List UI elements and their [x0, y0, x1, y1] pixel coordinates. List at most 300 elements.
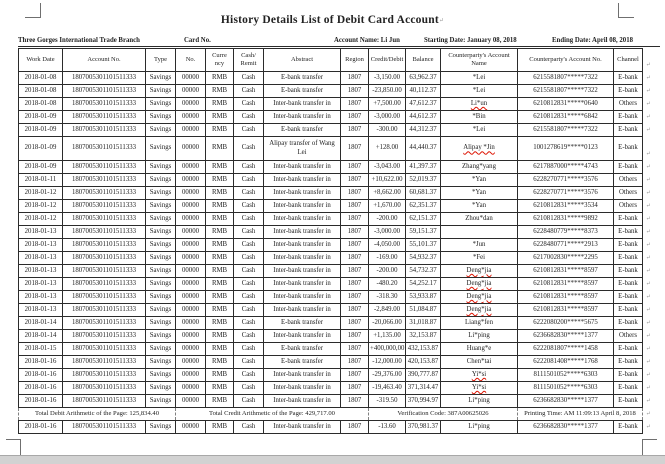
- cell-channel: E-bank: [614, 265, 643, 278]
- cell-cash-remit: Cash: [234, 330, 264, 343]
- cell-account-no: 1807005301101511333: [63, 369, 146, 382]
- cell-credit-debit: +8,662.00: [369, 187, 406, 200]
- cell-abstract: Inter-bank transfer in: [264, 304, 341, 317]
- cell-no: 00000: [176, 382, 206, 395]
- cell-type: Savings: [146, 421, 176, 434]
- cell-work-date: 2018-01-08: [19, 98, 63, 111]
- cell-cp-account-name: *Lei: [441, 85, 518, 98]
- cell-no: 00000: [176, 161, 206, 174]
- cell-account-no: 1807005301101511333: [63, 330, 146, 343]
- cell-abstract: Inter-bank transfer in: [264, 291, 341, 304]
- cell-account-no: 1807005301101511333: [63, 317, 146, 330]
- cell-work-date: 2018-01-14: [19, 330, 63, 343]
- cell-cp-account-name: *Bin: [441, 111, 518, 124]
- cell-region: 1807: [341, 330, 369, 343]
- cell-region: 1807: [341, 278, 369, 291]
- cell-work-date: 2018-01-15: [19, 343, 63, 356]
- cell-no: 00000: [176, 200, 206, 213]
- cell-balance: 370,994.97: [406, 395, 441, 408]
- cell-work-date: 2018-01-08: [19, 72, 63, 85]
- cell-cash-remit: Cash: [234, 200, 264, 213]
- cell-region: 1807: [341, 369, 369, 382]
- cell-cp-account-no: 6210812831*****8597: [518, 291, 614, 304]
- cell-work-date: 2018-01-12: [19, 187, 63, 200]
- cell-credit-debit: -169.00: [369, 252, 406, 265]
- row-end-mark: ↵: [646, 398, 651, 404]
- cell-work-date: 2018-01-16: [19, 369, 63, 382]
- cell-abstract: Inter-bank transfer in: [264, 174, 341, 187]
- cell-work-date: 2018-01-12: [19, 200, 63, 213]
- cell-type: Savings: [146, 72, 176, 85]
- header-row: [19, 49, 643, 72]
- table-row: [19, 395, 643, 408]
- cell-cash-remit: Cash: [234, 291, 264, 304]
- cell-cp-account-name: *Jun: [441, 239, 518, 252]
- cell-abstract: E-bank transfer: [264, 317, 341, 330]
- cell-account-no: 1807005301101511333: [63, 187, 146, 200]
- table-row: [19, 213, 643, 226]
- cell-balance: 420,153.87: [406, 356, 441, 369]
- cell-account-no: 1807005301101511333: [63, 252, 146, 265]
- row-end-mark: ↵: [646, 216, 651, 222]
- cell-abstract: Inter-bank transfer in: [264, 330, 341, 343]
- cell-cp-account-no: 6210812831*****8597: [518, 265, 614, 278]
- cell-cp-account-name: [441, 226, 518, 239]
- crop-mark-bottom-left-h: [6, 439, 21, 440]
- cell-work-date: 2018-01-13: [19, 265, 63, 278]
- cell-balance: 44,312.37: [406, 124, 441, 137]
- row-end-mark: ↵: [646, 385, 651, 391]
- cell-type: Savings: [146, 265, 176, 278]
- cell-work-date: 2018-01-09: [19, 111, 63, 124]
- cell-cp-account-no: 6222081807*****1458: [518, 343, 614, 356]
- cell-balance: 32,153.87: [406, 330, 441, 343]
- cell-currency: RMB: [206, 265, 234, 278]
- cell-region: 1807: [341, 265, 369, 278]
- table-row: [19, 369, 643, 382]
- col-header-type: Type: [146, 49, 176, 72]
- cell-abstract: Inter-bank transfer in: [264, 395, 341, 408]
- cell-currency: RMB: [206, 213, 234, 226]
- cell-work-date: 2018-01-09: [19, 137, 63, 161]
- cell-type: Savings: [146, 369, 176, 382]
- cell-credit-debit: -480.20: [369, 278, 406, 291]
- cell-balance: 44,612.37: [406, 111, 441, 124]
- cell-cp-account-no: 6215581807*****7322: [518, 72, 614, 85]
- cell-balance: 63,962.37: [406, 72, 441, 85]
- cell-cp-account-no: 6210812831*****9892: [518, 213, 614, 226]
- col-header-cp-account-name: Counterparty's Account Name: [441, 49, 518, 72]
- cell-account-no: 1807005301101511333: [63, 239, 146, 252]
- cell-credit-debit: -2,849.00: [369, 304, 406, 317]
- cell-channel: Others: [614, 174, 643, 187]
- table-row: [19, 98, 643, 111]
- table-row: [19, 137, 643, 161]
- row-end-mark: ↵: [646, 411, 651, 417]
- cell-balance: 51,084.87: [406, 304, 441, 317]
- cell-cp-account-name: Li*ping: [441, 421, 518, 434]
- cell-region: 1807: [341, 137, 369, 161]
- cell-region: 1807: [341, 111, 369, 124]
- cell-cp-account-name: Deng*jia: [441, 291, 518, 304]
- cell-account-no: 1807005301101511333: [63, 200, 146, 213]
- cell-currency: RMB: [206, 369, 234, 382]
- cell-region: 1807: [341, 239, 369, 252]
- cell-work-date: 2018-01-16: [19, 356, 63, 369]
- cell-region: 1807: [341, 252, 369, 265]
- cell-cp-account-name: Alipay *Jin: [441, 137, 518, 161]
- cell-work-date: 2018-01-16: [19, 421, 63, 434]
- cell-region: 1807: [341, 187, 369, 200]
- cell-cp-account-name: Yi*si: [441, 369, 518, 382]
- cell-account-no: 1807005301101511333: [63, 421, 146, 434]
- totals-row: [19, 408, 643, 421]
- cell-cp-account-no: 6210812831*****3534: [518, 200, 614, 213]
- cell-abstract: Inter-bank transfer in: [264, 226, 341, 239]
- cell-no: 00000: [176, 265, 206, 278]
- cell-channel: Others: [614, 200, 643, 213]
- cell-channel: Others: [614, 98, 643, 111]
- row-end-mark: ↵: [646, 268, 651, 274]
- cell-abstract: E-bank transfer: [264, 343, 341, 356]
- cell-region: 1807: [341, 343, 369, 356]
- table-row: [19, 356, 643, 369]
- cell-balance: 62,351.37: [406, 200, 441, 213]
- cell-balance: 390,777.87: [406, 369, 441, 382]
- cell-type: Savings: [146, 111, 176, 124]
- cell-region: 1807: [341, 382, 369, 395]
- col-header-channel: Channel: [614, 49, 643, 72]
- cell-no: 00000: [176, 124, 206, 137]
- cell-channel: E-bank: [614, 343, 643, 356]
- row-end-mark: ↵: [646, 88, 651, 94]
- cell-work-date: 2018-01-16: [19, 395, 63, 408]
- cell-type: Savings: [146, 382, 176, 395]
- row-end-mark: ↵: [646, 75, 651, 81]
- cell-work-date: 2018-01-13: [19, 239, 63, 252]
- cell-credit-debit: -4,050.00: [369, 239, 406, 252]
- cell-balance: 44,440.37: [406, 137, 441, 161]
- cell-balance: 54,932.37: [406, 252, 441, 265]
- cell-cash-remit: Cash: [234, 98, 264, 111]
- cell-currency: RMB: [206, 304, 234, 317]
- cell-balance: 52,019.37: [406, 174, 441, 187]
- cell-cp-account-no: 1001278619*****0123: [518, 137, 614, 161]
- cell-cash-remit: Cash: [234, 356, 264, 369]
- cell-currency: RMB: [206, 161, 234, 174]
- cell-credit-debit: -300.00: [369, 124, 406, 137]
- cell-cash-remit: Cash: [234, 317, 264, 330]
- cell-cash-remit: Cash: [234, 304, 264, 317]
- cell-credit-debit: -23,850.00: [369, 85, 406, 98]
- cell-account-no: 1807005301101511333: [63, 72, 146, 85]
- cell-region: 1807: [341, 98, 369, 111]
- cell-region: 1807: [341, 85, 369, 98]
- history-table: [18, 48, 643, 434]
- cell-credit-debit: +1,135.00: [369, 330, 406, 343]
- cell-credit-debit: -3,000.00: [369, 111, 406, 124]
- branch-name: Three Gorges International Trade Branch: [18, 37, 140, 44]
- cell-currency: RMB: [206, 317, 234, 330]
- row-end-mark: ↵: [646, 281, 651, 287]
- cell-account-no: 1807005301101511333: [63, 291, 146, 304]
- cell-credit-debit: -3,043.00: [369, 161, 406, 174]
- cell-balance: 31,018.87: [406, 317, 441, 330]
- cell-cp-account-no: 6228480779*****8373: [518, 226, 614, 239]
- cell-cp-account-no: 6222081408*****1768: [518, 356, 614, 369]
- cell-region: 1807: [341, 395, 369, 408]
- cell-region: 1807: [341, 174, 369, 187]
- cell-credit-debit: -19,463.40: [369, 382, 406, 395]
- cell-abstract: Inter-bank transfer in: [264, 421, 341, 434]
- cell-no: 00000: [176, 291, 206, 304]
- cell-credit-debit: -13.60: [369, 421, 406, 434]
- cell-currency: RMB: [206, 291, 234, 304]
- cell-currency: RMB: [206, 421, 234, 434]
- cell-work-date: 2018-01-13: [19, 252, 63, 265]
- cell-type: Savings: [146, 213, 176, 226]
- cell-work-date: 2018-01-13: [19, 291, 63, 304]
- table-row: [19, 226, 643, 239]
- cell-currency: RMB: [206, 382, 234, 395]
- cell-currency: RMB: [206, 72, 234, 85]
- cell-cp-account-name: Zhou*dan: [441, 213, 518, 226]
- cell-cp-account-no: 6210812831*****0640: [518, 98, 614, 111]
- cell-cp-account-name: *Yan: [441, 174, 518, 187]
- cell-balance: 41,397.37: [406, 161, 441, 174]
- cell-currency: RMB: [206, 252, 234, 265]
- cell-channel: E-bank: [614, 226, 643, 239]
- row-end-mark: ↵: [646, 294, 651, 300]
- table-row: [19, 382, 643, 395]
- cell-type: Savings: [146, 187, 176, 200]
- cell-cash-remit: Cash: [234, 278, 264, 291]
- cell-currency: RMB: [206, 278, 234, 291]
- cell-type: Savings: [146, 200, 176, 213]
- cell-cp-account-no: 6236682830*****1377: [518, 330, 614, 343]
- col-header-cp-account-no: Counterparty's Account No.: [518, 49, 614, 72]
- cell-credit-debit: +1,670.00: [369, 200, 406, 213]
- cell-cp-account-no: 6228270771*****3576: [518, 174, 614, 187]
- cell-channel: E-bank: [614, 317, 643, 330]
- cell-type: Savings: [146, 278, 176, 291]
- row-end-mark: ↵: [646, 151, 651, 157]
- cell-cp-account-no: 8111501052*****6303: [518, 369, 614, 382]
- cell-cash-remit: Cash: [234, 85, 264, 98]
- cell-channel: E-bank: [614, 213, 643, 226]
- col-header-work-date: Work Date: [19, 49, 63, 72]
- cell-region: 1807: [341, 72, 369, 85]
- cell-no: 00000: [176, 317, 206, 330]
- cell-channel: Others: [614, 187, 643, 200]
- col-header-currency: Curre ncy: [206, 49, 234, 72]
- cell-account-no: 1807005301101511333: [63, 343, 146, 356]
- cell-cash-remit: Cash: [234, 382, 264, 395]
- cell-no: 00000: [176, 187, 206, 200]
- table-row: [19, 174, 643, 187]
- cell-account-no: 1807005301101511333: [63, 304, 146, 317]
- cell-work-date: 2018-01-09: [19, 124, 63, 137]
- cell-abstract: Inter-bank transfer in: [264, 98, 341, 111]
- cell-type: Savings: [146, 317, 176, 330]
- cell-region: 1807: [341, 213, 369, 226]
- cell-type: Savings: [146, 124, 176, 137]
- cell-region: 1807: [341, 317, 369, 330]
- cell-channel: E-bank: [614, 382, 643, 395]
- cell-type: Savings: [146, 174, 176, 187]
- cell-abstract: Inter-bank transfer in: [264, 382, 341, 395]
- cell-region: 1807: [341, 421, 369, 434]
- cell-cp-account-name: *Lei: [441, 124, 518, 137]
- cell-abstract: Inter-bank transfer in: [264, 265, 341, 278]
- cell-credit-debit: -200.00: [369, 265, 406, 278]
- table-row: [19, 265, 643, 278]
- cell-balance: 40,112.37: [406, 85, 441, 98]
- cell-currency: RMB: [206, 330, 234, 343]
- cell-type: Savings: [146, 85, 176, 98]
- table-row: [19, 239, 643, 252]
- cell-credit-debit: +128.00: [369, 137, 406, 161]
- cell-currency: RMB: [206, 187, 234, 200]
- cell-currency: RMB: [206, 85, 234, 98]
- row-end-mark: ↵: [646, 114, 651, 120]
- cell-cp-account-no: 6215581807*****7322: [518, 124, 614, 137]
- cell-credit-debit: -319.50: [369, 395, 406, 408]
- cell-cp-account-name: *Yan: [441, 200, 518, 213]
- cell-balance: 47,612.37: [406, 98, 441, 111]
- row-end-mark: ↵: [646, 62, 651, 68]
- cell-no: 00000: [176, 421, 206, 434]
- cell-type: Savings: [146, 330, 176, 343]
- cell-cash-remit: Cash: [234, 161, 264, 174]
- cell-no: 00000: [176, 72, 206, 85]
- cell-work-date: 2018-01-13: [19, 226, 63, 239]
- cell-cash-remit: Cash: [234, 72, 264, 85]
- cell-work-date: 2018-01-13: [19, 278, 63, 291]
- row-end-mark: ↵: [646, 127, 651, 133]
- cell-work-date: 2018-01-08: [19, 85, 63, 98]
- cell-cp-account-no: 6236682830*****1377: [518, 395, 614, 408]
- col-header-region: Region: [341, 49, 369, 72]
- cell-cp-account-name: *Fei: [441, 252, 518, 265]
- cell-no: 00000: [176, 98, 206, 111]
- info-underline: [18, 46, 660, 47]
- cell-account-no: 1807005301101511333: [63, 395, 146, 408]
- cell-cp-account-name: Deng*jia: [441, 304, 518, 317]
- cell-balance: 53,933.87: [406, 291, 441, 304]
- cell-balance: 59,151.37: [406, 226, 441, 239]
- cell-cash-remit: Cash: [234, 213, 264, 226]
- table-row: [19, 330, 643, 343]
- cell-credit-debit: +10,622.00: [369, 174, 406, 187]
- cell-cash-remit: Cash: [234, 369, 264, 382]
- table-row: [19, 291, 643, 304]
- cell-cp-account-no: 6210812831*****6842: [518, 111, 614, 124]
- cell-cp-account-name: *Yan: [441, 187, 518, 200]
- cell-account-no: 1807005301101511333: [63, 98, 146, 111]
- cell-balance: 60,681.37: [406, 187, 441, 200]
- cell-channel: E-bank: [614, 72, 643, 85]
- totals-cell: Printing Time: AM 11:09:13 April 8, 2018: [518, 408, 643, 421]
- cell-channel: E-bank: [614, 278, 643, 291]
- cell-balance: 62,151.37: [406, 213, 441, 226]
- totals-cell: Total Debit Arithmetic of the Page: 125,834.40: [19, 408, 176, 421]
- col-header-balance: Balance: [406, 49, 441, 72]
- cell-region: 1807: [341, 304, 369, 317]
- table-row: [19, 187, 643, 200]
- cell-type: Savings: [146, 356, 176, 369]
- cell-abstract: Alipay transfer of Wang Lei: [264, 137, 341, 161]
- cell-currency: RMB: [206, 343, 234, 356]
- cell-channel: E-bank: [614, 304, 643, 317]
- cell-type: Savings: [146, 239, 176, 252]
- cell-work-date: 2018-01-09: [19, 161, 63, 174]
- page-title: History Details List of Debit Card Account↵: [220, 14, 445, 26]
- cell-cash-remit: Cash: [234, 111, 264, 124]
- cell-account-no: 1807005301101511333: [63, 174, 146, 187]
- col-header-credit-debit: Credit/Debit: [369, 49, 406, 72]
- cell-account-no: 1807005301101511333: [63, 213, 146, 226]
- cell-account-no: 1807005301101511333: [63, 85, 146, 98]
- cell-cp-account-no: 6236682830*****1377: [518, 421, 614, 434]
- cell-cp-account-name: Huang*e: [441, 343, 518, 356]
- cell-no: 00000: [176, 395, 206, 408]
- cell-currency: RMB: [206, 395, 234, 408]
- cell-cp-account-name: Li*ping: [441, 330, 518, 343]
- cell-cp-account-name: Deng*jia: [441, 265, 518, 278]
- table-row: [19, 278, 643, 291]
- table-row: [19, 200, 643, 213]
- cell-currency: RMB: [206, 174, 234, 187]
- cell-no: 00000: [176, 343, 206, 356]
- cell-type: Savings: [146, 252, 176, 265]
- cell-work-date: 2018-01-14: [19, 317, 63, 330]
- cell-account-no: 1807005301101511333: [63, 226, 146, 239]
- col-header-no: No.: [176, 49, 206, 72]
- cell-channel: E-bank: [614, 111, 643, 124]
- cell-cash-remit: Cash: [234, 265, 264, 278]
- cell-abstract: E-bank transfer: [264, 85, 341, 98]
- cell-abstract: Inter-bank transfer in: [264, 111, 341, 124]
- cell-cp-account-name: Li*ping: [441, 395, 518, 408]
- table-row: [19, 124, 643, 137]
- cell-currency: RMB: [206, 111, 234, 124]
- cell-no: 00000: [176, 111, 206, 124]
- cell-account-no: 1807005301101511333: [63, 265, 146, 278]
- cell-credit-debit: -318.30: [369, 291, 406, 304]
- row-end-mark: ↵: [646, 372, 651, 378]
- row-end-mark: ↵: [646, 229, 651, 235]
- row-end-mark: ↵: [646, 320, 651, 326]
- cell-credit-debit: +400,000,00: [369, 343, 406, 356]
- account-name: Account Name: Li Jun: [334, 37, 400, 44]
- table-row: [19, 111, 643, 124]
- cell-account-no: 1807005301101511333: [63, 124, 146, 137]
- row-end-mark: ↵: [646, 177, 651, 183]
- cell-type: Savings: [146, 291, 176, 304]
- cell-abstract: Inter-bank transfer in: [264, 213, 341, 226]
- cell-currency: RMB: [206, 356, 234, 369]
- cell-work-date: 2018-01-16: [19, 382, 63, 395]
- cell-cp-account-name: *Lei: [441, 72, 518, 85]
- row-end-mark: ↵: [646, 424, 651, 430]
- cell-cp-account-no: 6210812831*****8597: [518, 278, 614, 291]
- cell-credit-debit: +7,500.00: [369, 98, 406, 111]
- cell-cp-account-no: 6215581807*****7322: [518, 85, 614, 98]
- cell-channel: Others: [614, 330, 643, 343]
- cell-currency: RMB: [206, 226, 234, 239]
- cell-no: 00000: [176, 137, 206, 161]
